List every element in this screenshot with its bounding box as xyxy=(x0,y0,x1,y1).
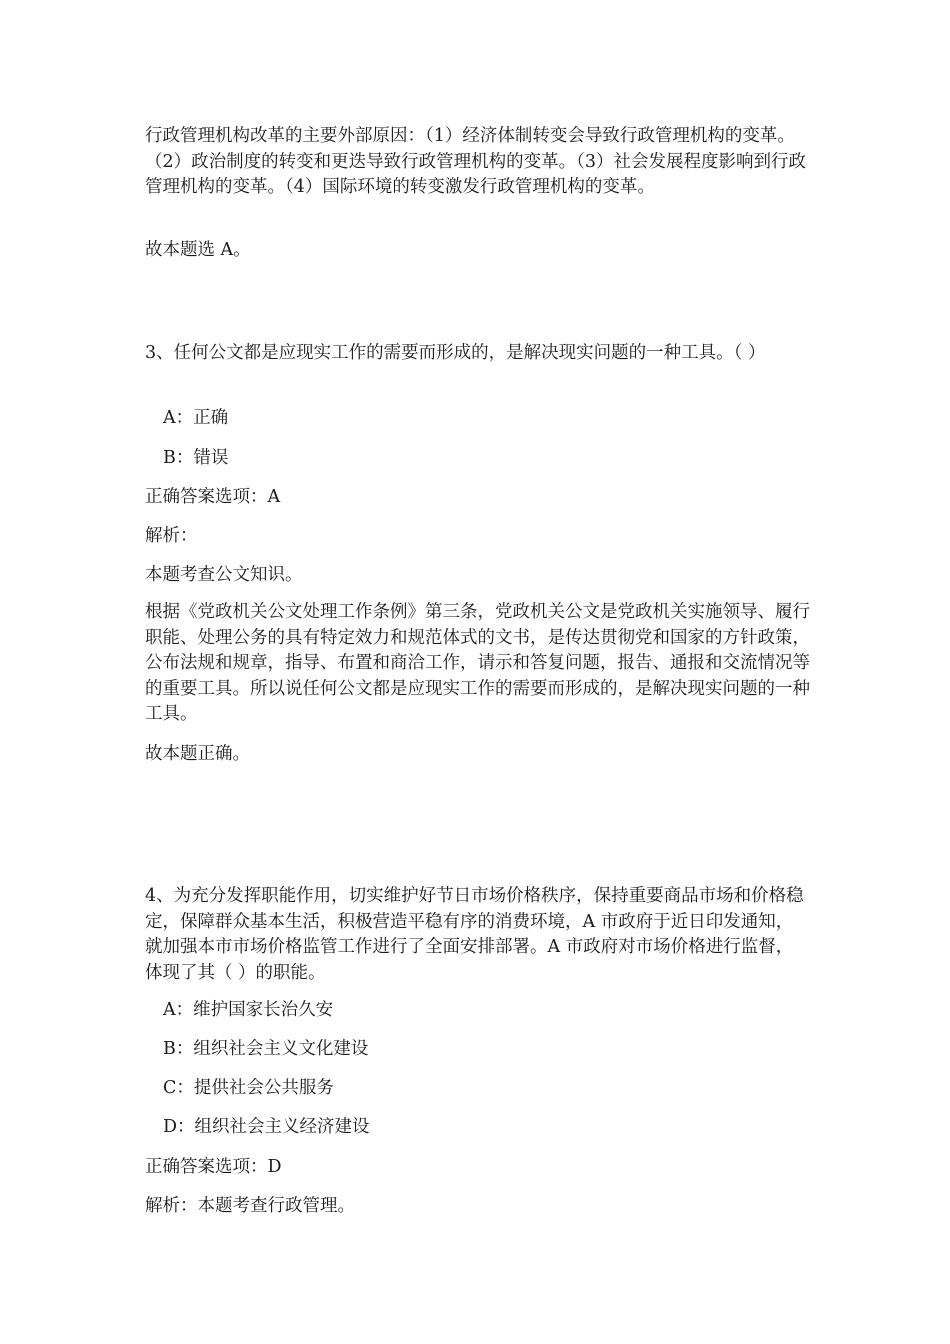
q4-analysis: 解析：本题考查行政管理。 xyxy=(145,1196,355,1216)
q3-option-b: B：错误 xyxy=(163,448,229,468)
q4-option-c: C：提供社会公共服务 xyxy=(163,1078,334,1098)
q3-option-a: A：正确 xyxy=(163,408,229,428)
q4-option-a: A：维护国家长治久安 xyxy=(163,1000,334,1020)
q3-answer: 正确答案选项：A xyxy=(145,487,281,507)
q3-point: 本题考查公文知识。 xyxy=(145,565,303,585)
q3-stem: 3、任何公文都是应现实工作的需要而形成的，是解决现实问题的一种工具。（ ） xyxy=(145,343,766,363)
q4-stem: 4、为充分发挥职能作用，切实维护好节日市场价格秩序，保持重要商品市场和价格稳定，保障群众基本生活，积极营造平稳有序的消费环境，A 市政府于近日印发通知，就加强本市市场价格监管工作进行了全面安排部署。A 市政府对市场价格进行监督，体现了其（ ）的职能。 xyxy=(145,886,804,983)
q4-option-b: B：组织社会主义文化建设 xyxy=(163,1039,369,1059)
q4-option-d: D：组织社会主义经济建设 xyxy=(163,1117,370,1137)
prev-conclusion: 故本题选 A。 xyxy=(145,240,251,260)
q4-answer: 正确答案选项：D xyxy=(145,1157,282,1177)
prev-explanation: 行政管理机构改革的主要外部原因：（1）经济体制转变会导致行政管理机构的变革。（2）政治制度的转变和更迭导致行政管理机构的变革。（3）社会发展程度影响到行政管理机构的变革。（4）国际环境的转变激发行政管理机构的变革。 xyxy=(145,126,807,197)
q3-analysis-label: 解析： xyxy=(145,526,198,546)
q3-explanation: 根据《党政机关公文处理工作条例》第三条，党政机关公文是党政机关实施领导、履行职能、处理公务的具有特定效力和规范体式的文书，是传达贯彻党和国家的方针政策，公布法规和规章，指导、布置和商洽工作，请示和答复问题，报告、通报和交流情况等的重要工具。所以说任何公文都是应现实工作的需要而形成的，是解决现实问题的一种工具。 xyxy=(145,602,810,724)
q3-conclusion: 故本题正确。 xyxy=(145,744,250,764)
